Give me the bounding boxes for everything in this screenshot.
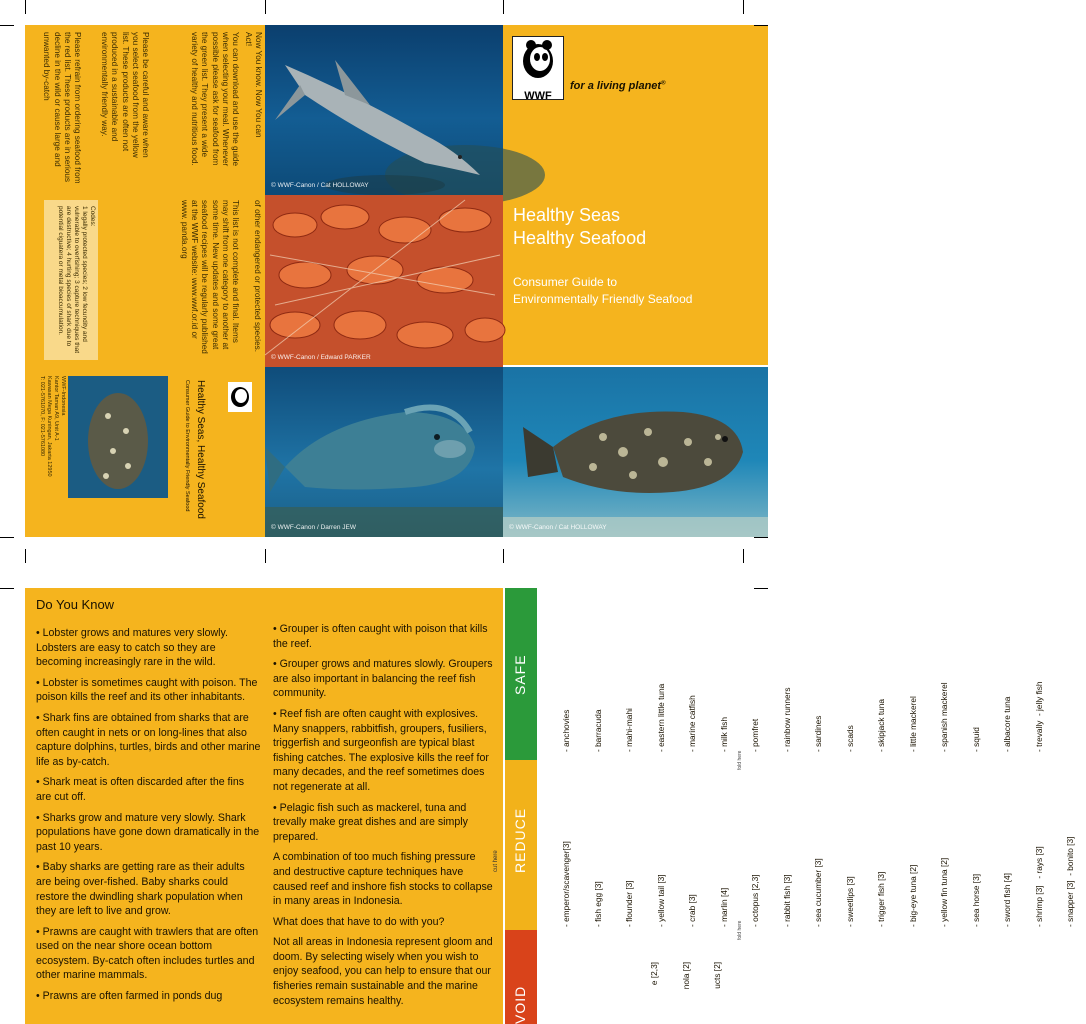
fact-baby-sharks: • Baby sharks are getting rare as their adults are being over-fished. Baby sharks could restore the dwindling shark population when they are left to live and grow. (36, 861, 245, 918)
safe-item: - marine catfish (687, 695, 697, 752)
reduce-item: - shrimp [3] - rays [3] (1033, 846, 1044, 927)
safe-item: - squid (970, 727, 981, 752)
avoid-item: ucts [2] (712, 962, 722, 989)
cover-title (513, 204, 753, 250)
safe-item: - anchovies (561, 709, 571, 752)
wrasse-photo (265, 367, 503, 537)
fact-shark-meat: • Shark meat is often discarded after the fins are cut off. (36, 776, 245, 803)
fold-here-safe: fold here (737, 750, 743, 770)
crop-mark (743, 549, 744, 563)
codes-text (46, 206, 96, 354)
safe-item: - pomfret (750, 718, 760, 752)
wrasse-illustration (265, 367, 503, 537)
safe-list (540, 592, 1044, 752)
shrimp-illustration (265, 195, 503, 367)
do-you-know-right (273, 622, 495, 1014)
safe-item: - mahi-mahi (624, 708, 634, 752)
back-title: Healthy Seas, Healthy Seafood (195, 380, 206, 519)
crop-mark (25, 0, 26, 14)
reduce-item: - rabbit fish [3] (781, 874, 792, 927)
safe-item: - barracuda (592, 709, 603, 752)
safe-item: - rainbow runners (781, 687, 792, 752)
cover-title-line1: Healthy Seas (513, 205, 621, 225)
reduce-item: - sweetlips [3] (844, 876, 855, 927)
safe-item: - spanish mackerel (939, 682, 949, 752)
cover-title-line2: Healthy Seafood (513, 228, 647, 248)
cover-sub-line1: Consumer Guide to (513, 275, 618, 289)
codes-body: 1 legally protected species; 2 low fecundity and vulnerable to overfishing; 3 capture techniques that are destructive; 4 hurting species of shark due to potential ciguatera or metal bioaccumulation. (57, 206, 88, 354)
safe-item: - eastern little tuna (655, 683, 666, 752)
shark-credit: © WWF-Canon / Cat HOLLOWAY (271, 182, 369, 189)
codes-title: Codes: (89, 206, 96, 227)
do-you-know-left (36, 626, 262, 1010)
back-wwf-logo (228, 382, 252, 412)
reduce-label: REDUCE (512, 807, 528, 873)
avoid-list (628, 962, 722, 1022)
fact-question: What does that have to do with you? (273, 915, 445, 928)
back-address: WWF-Indonesia Kantor Taman A9, Unit A-1 Kawasan Mega Kuningan, Jakarta 12950 T: 021-5761070, F: 021-5761080 (39, 376, 66, 477)
logo-tagline-text: for a living planet (570, 80, 662, 92)
safe-label: SAFE (512, 654, 528, 695)
fact-shark-growth: • Sharks grow and mature very slowly. Shark populations have gone down dramatically in the past 10 years. (36, 811, 260, 853)
avoid-item: e [2,3] (649, 962, 659, 986)
fold-here-reduce: fold here (737, 920, 743, 940)
grouper-photo (503, 367, 768, 537)
reduce-item: - octopus [2,3] (750, 874, 760, 927)
fact-reef-explosives: • Reef fish are often caught with explosives. Many snappers, rabbitfish, groupers, fusiliers, triggerfish and surgeonfish are typical blast fishing catches. The explosive kills the reef for many decades, and the reef sometimes does not regenerate at all. (273, 707, 489, 793)
avoid-label: VOID (512, 985, 528, 1024)
reduce-item: - big-eye tuna [2] (907, 864, 918, 927)
intro-text: Now You know. Now You can Act! (243, 32, 263, 138)
crop-mark (25, 549, 26, 563)
fact-pelagic-fish: • Pelagic fish such as mackerel, tuna and trevally make great dishes and are simply prepared. (273, 801, 468, 843)
fact-lobster-growth: • Lobster grows and matures very slowly. Lobsters are easy to catch so they are becoming increasingly rare in the wild. (36, 627, 228, 669)
reduce-item: - emperor/scavenger[3] (561, 841, 571, 927)
panda-icon (513, 37, 563, 85)
yellow-list-text: Please be careful and aware when you select seafood from the yellow list. These products are often not produced in a sustainable and environmentally friendly way. (100, 32, 150, 158)
logo-tagline (570, 80, 666, 92)
reduce-item: - snapper [3] - bonito [3] (1065, 836, 1075, 927)
reduce-item: - sea cucumber [3] (813, 858, 823, 927)
crop-mark (0, 25, 14, 26)
crop-mark (754, 588, 768, 589)
wrasse-credit: © WWF-Canon / Darren JEW (271, 524, 356, 531)
fact-stock-collapse: A combination of too much fishing pressure and destructive capture techniques have caused reef and inshore fish stocks to collapse in many areas in Indonesia. (273, 851, 493, 908)
back-grouper-illustration (68, 376, 168, 498)
list-note-end: of other endangered or protected species. (253, 200, 262, 353)
safe-item: - skipjack tuna (876, 698, 886, 752)
reduce-list (540, 767, 1075, 927)
list-note-text: This list is not complete and final. Items may shift from one category to another at some time. New updates and some great seafood recipes will be regularly published at the WWF website: www.wwf.or.id or www. panda.org (179, 200, 240, 354)
shark-photo (265, 25, 503, 195)
fact-grouper-poison: • Grouper is often caught with poison that kills the reef. (273, 623, 488, 650)
safe-item: - trevally - jelly fish (1033, 681, 1044, 752)
tagline-mark: ® (661, 80, 666, 87)
reduce-item: - sea horse [3] (970, 873, 981, 927)
crop-mark (754, 25, 768, 26)
reduce-item: - sword fish [4] (1002, 873, 1012, 927)
green-list-text: You can download and use the guide when selecting your meal. Whenever possible please ask for seafood from the green list. They present a wide variety of healthy and nutritious food. (190, 32, 240, 167)
safe-item: - albacore tuna (1002, 696, 1012, 752)
fact-prawn-trawlers: • Prawns are caught with trawlers that are often used on the near shore ocean bottom ecosystem. By-catch often includes turtles and other marine mammals. (36, 925, 259, 982)
safe-item: - scads (844, 725, 855, 752)
back-subtitle: Consumer Guide to Environmentally Friendly Seafood (184, 380, 190, 512)
crop-mark (265, 549, 266, 563)
grouper-credit: © WWF-Canon / Cat HOLLOWAY (509, 524, 607, 531)
avoid-item: nola [2] (680, 962, 691, 990)
do-you-know-heading: Do You Know (36, 597, 115, 612)
wwf-logo (512, 36, 564, 100)
grouper-illustration (503, 367, 768, 537)
cover-sub-line2: Environmentally Friendly Seafood (513, 292, 693, 306)
shark-illustration (265, 25, 503, 195)
reduce-item: - crab [3] (687, 894, 697, 927)
reduce-item: - yellow tail [3] (655, 874, 666, 927)
reduce-item: - trigger fish [3] (876, 871, 886, 927)
crop-mark (0, 588, 14, 589)
safe-item: - milk fish (718, 716, 729, 752)
red-list-text: Please refrain from ordering seafood from the red list. These products are in serious decline in the wild or cause large and unwanted by-catch (42, 32, 82, 184)
fact-prawn-farms: • Prawns are often farmed in ponds dug (36, 990, 223, 1003)
crop-mark (503, 0, 504, 14)
back-panda-icon (228, 382, 252, 412)
crop-mark (743, 0, 744, 14)
crop-mark (503, 549, 504, 563)
crop-mark (754, 537, 768, 538)
reduce-item: - marlin [4] (718, 887, 729, 927)
fact-grouper-growth: • Grouper grows and matures slowly. Groupers are also important in balancing the reef fish community. (273, 658, 493, 700)
shrimp-credit: © WWF-Canon / Edward PARKER (271, 354, 371, 361)
crop-mark (0, 537, 14, 538)
cut-here-label: cut here (493, 850, 499, 872)
reduce-item: - fish egg [3] (592, 881, 603, 927)
fact-select-wisely: Not all areas in Indonesia represent gloom and doom. By selecting wisely when you wish to enjoy seafood, you can help to ensure that our fisheries remain sustainable and the marine ecosystem remains healthy. (273, 936, 493, 1007)
safe-item: - little mackerel (907, 696, 918, 752)
reduce-item: - yellow fin tuna [2] (939, 857, 949, 927)
back-photo (68, 376, 168, 498)
crop-mark (265, 0, 266, 14)
safe-item: - sardines (813, 715, 823, 752)
fact-shark-fins: • Shark fins are obtained from sharks that are often caught in nets or on long-lines that also capture dolphins, turtles, birds and other marine life as by-catch. (36, 711, 261, 768)
shrimp-photo (265, 195, 503, 367)
logo-text: WWF (524, 90, 552, 102)
fact-lobster-poison: • Lobster is sometimes caught with poison. The poison kills the reef and its other inhabitants. (36, 676, 258, 704)
cover-subtitle (513, 274, 763, 308)
reduce-item: - flounder [3] (624, 880, 634, 927)
